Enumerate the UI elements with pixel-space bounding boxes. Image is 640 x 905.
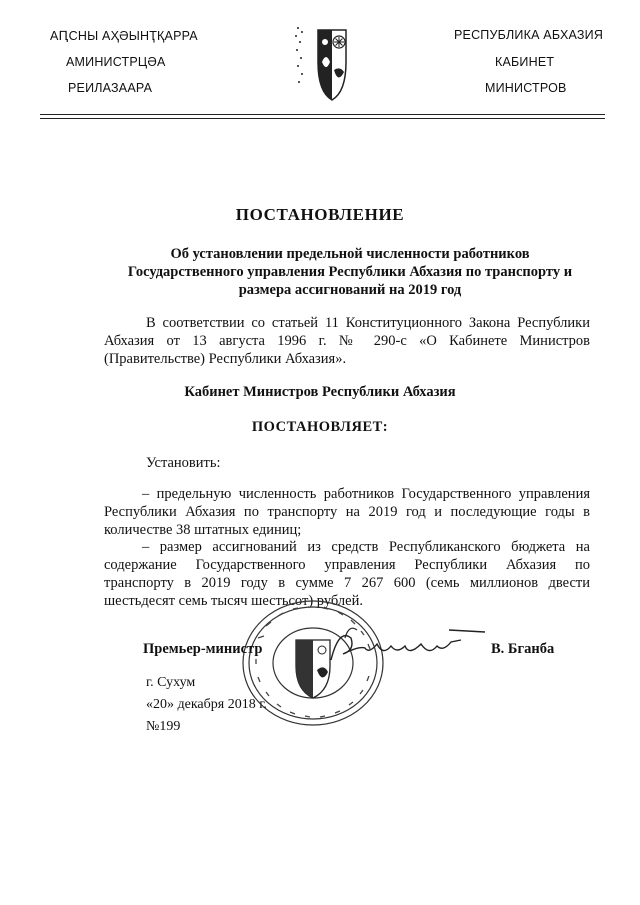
header-right-line2: КАБИНЕТ (495, 55, 555, 69)
item-2-line: транспорту в 2019 году в сумме 7 267 600 (семь миллионов двести (104, 575, 590, 591)
preamble-line: (Правительстве) Республики Абхазия». (104, 351, 347, 367)
item-2-line: шестьдесят семь тысяч шестьсот) рублей. (104, 593, 363, 609)
document-date: «20» декабря 2018 г. (146, 697, 267, 712)
preamble-line: В соответствии со статьей 11 Конституционного Закона Республики (146, 315, 590, 331)
item-1-line: Республики Абхазия по транспорту на 2019 год и последующие годы в (104, 504, 590, 520)
resolves-heading: ПОСТАНОВЛЯЕТ: (251, 419, 389, 435)
header-divider (40, 114, 605, 115)
header-left-line1: АԤСНЫ АҲӘЫНҬҚАРРА (50, 29, 198, 43)
document-number: №199 (146, 719, 181, 734)
item-1-paragraph (104, 485, 590, 539)
header-right-line1: РЕСПУБЛИКА АБХАЗИЯ (454, 28, 604, 42)
coat-of-arms-emblem (290, 22, 352, 104)
handwritten-signature (325, 620, 490, 672)
subtitle-line: размера ассигнований на 2019 год (238, 282, 462, 298)
signatory-position: Премьер-министр (143, 641, 263, 657)
item-2-line: – размер ассигнований из средств Республиканского бюджета на (142, 539, 590, 555)
item-2-line: содержание Государственного управления Республики Абхазия по (104, 557, 590, 573)
subtitle-line: Об установлении предельной численности работников (170, 246, 530, 262)
preamble-line: Абхазия от 13 августа 1996 г. № 290-с «О Кабинете Министров (104, 333, 590, 349)
subtitle-line: Государственного управления Республики Абхазия по транспорту и (127, 264, 573, 280)
document-title: ПОСТАНОВЛЕНИЕ (235, 205, 405, 224)
city-label: г. Сухум (146, 675, 196, 690)
item-1-line: – предельную численность работников Государственного управления (142, 486, 590, 502)
header-left-line3: РЕИЛАЗААРА (68, 81, 153, 95)
cabinet-line: Кабинет Министров Республики Абхазия (184, 384, 456, 400)
signatory-name: В. Бганба (491, 641, 555, 657)
item-1-line: количестве 38 штатных единиц; (104, 522, 302, 538)
header-right-line3: МИНИСТРОВ (485, 81, 567, 95)
header-left-line2: АМИНИСТРЦӘА (66, 55, 166, 69)
header-divider-thin (40, 118, 605, 119)
establish-label: Установить: (146, 455, 221, 471)
document-subtitle (105, 245, 595, 299)
preamble-paragraph (104, 314, 590, 368)
